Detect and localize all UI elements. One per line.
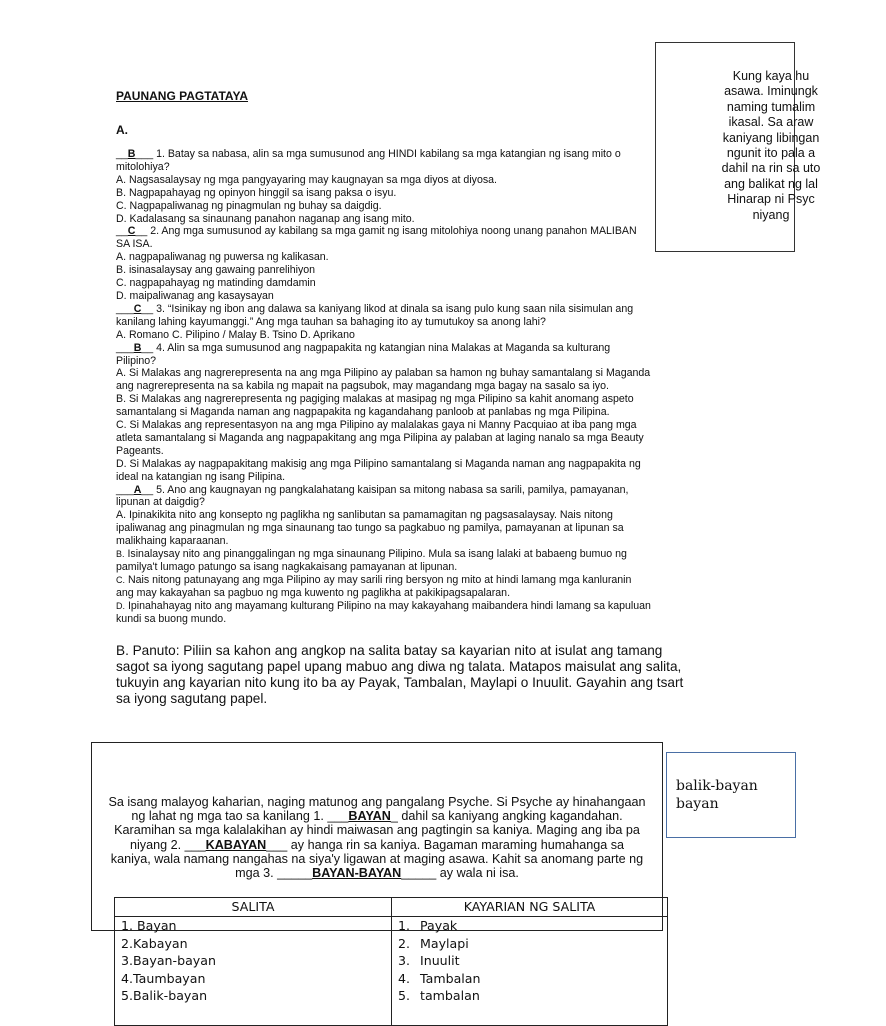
option: Pageants. [116,444,164,457]
answer-3: C [133,302,142,315]
blank-1: BAYAN [348,809,391,824]
option: ipaliwanag ang pinagmulan ng mga sinaunang tao tungo sa pagkabuo ng pamilya, pamayanan at lipunan sa [116,522,624,535]
option: C. Nagpapaliwanag ng pinagmulan ng buhay sa daigdig. [116,199,382,212]
kayarian-item: 5. tambalan [398,988,480,1004]
side-line: dahil na rin sa uto [721,161,821,176]
answer-5: A [133,483,142,496]
option: D. Kadalasang sa sinaunang panahon naganap ang isang mito. [116,212,415,225]
part-a-label: A. [116,123,128,137]
word-choice-box [666,752,796,838]
column-header-salita: SALITA [115,898,392,917]
salita-item: 2.Kabayan [121,935,188,951]
instruction-line: B. Panuto: Piliin sa kahon ang angkop na salita batay sa kayarian nito at isulat ang tamang [116,643,663,658]
option: ang may kakayahan sa pagbuo ng mga kuwento ng paglikha at pakikipagsapalaran. [116,586,511,599]
story-line: kaniya, wala namang nangahas na siya'y ligawan at maging asawa. Kahit sa anomang parte ng [110,851,644,866]
story-line: ng lahat ng mga tao sa kanilang 1. ___BAYAN_ dahil sa kaniyang angking kagandahan. [131,809,623,824]
option: ideal na katangian ng isang Pilipina. [116,470,286,483]
side-line: kaniyang libingan [722,130,820,145]
side-text-box [655,42,821,252]
story-line: mga 3. _____BAYAN-BAYAN_____ ay wala ni isa. [235,866,519,881]
part-b-instructions [116,643,684,707]
story-line: Karamihan sa mga kalalakihan ay hindi maiwasan ang pagtingin sa kaniya. Maging ang iba pa [114,823,640,838]
side-line: ang balikat ng lal [724,176,818,191]
side-text [656,69,886,223]
option: pamilya't lumago patungo sa isang nagkakaisang pamayanan at lipunan. [116,561,458,573]
side-line: asawa. Iminungk [724,84,818,99]
option: samantalang si Maganda naman ang nagpapakita ng kagandahang panloob at panlabas ng mga Pilipina. [116,406,610,419]
question-3-cont: kanilang lahing kayumanggi.” Ang mga tauhan sa bahaging ito ay tumutukoy sa anong lahi? [116,315,546,328]
column-header-kayarian: KAYARIAN NG SALITA [392,898,668,917]
blank-2: KABAYAN [205,837,267,852]
word-choice: balik-bayan [676,778,758,794]
story-paragraph [96,795,658,880]
kayarian-cell [392,917,668,1026]
salita-cell [115,917,392,1026]
option: D. Ipinahahayag nito ang mayamang kulturang Pilipino na may kakayahang maibandera hindi lamang sa kapuluan [116,599,651,612]
option: B. isinasalaysay ang gawaing panrelihiyon [116,264,316,277]
answer-table [114,897,668,1026]
question-3: ___C__ 3. “Isinikay ng ibon ang dalawa sa kaniyang likod at dinala sa isang pulo kung saan nila sisimulan ang [116,302,634,315]
question-1: __B___ 1. Batay sa nabasa, alin sa mga sumusunod ang HINDI kabilang sa mga katangian ng isang mito o [116,148,621,160]
side-line: naming tumalim [726,99,816,114]
option: A. Si Malakas ang nagrerepresenta na ang mga Pilipino ay palaban sa hamon ng buhay samantalang si Maganda [116,367,651,380]
instruction-line: tukuyin ang kayarian nito kung ito ba ay Payak, Tambalan, Maylapi o Inuulit. Gayahin ang tsart [116,675,684,690]
instruction-line: sagot sa iyong sagutang papel upang mabuo ang diwa ng talata. Matapos maisulat ang salita, [116,659,682,674]
kayarian-item: 4. Tambalan [398,970,481,986]
option: B. Isinalaysay nito ang pinanggalingan ng mga sinaunang Pilipino. Mula sa isang lalaki at babaeng bumuo ng [116,548,627,561]
kayarian-item: 2. Maylapi [398,935,469,951]
salita-item: 5.Balik-bayan [121,988,208,1004]
option: C. Nais nitong patunayang ang mga Pilipino ay may sarili ring bersyon ng mito at hindi lamang mga kanluranin [116,573,632,586]
option: ang nagrerepresenta na sa kabila ng mapait na pagsubok, may magandang mga bagay na sasalo sa iyo. [116,380,609,393]
question-5-cont: lipunan at daigdig? [116,496,205,509]
side-line: ikasal. Sa araw [728,115,814,130]
question-2: __C__ 2. Ang mga sumusunod ay kabilang sa mga gamit ng isang mitolohiya noong unang panahon MALIBAN [116,225,637,238]
option: D. maipaliwanag ang kasaysayan [116,289,274,302]
salita-item: 3.Bayan-bayan [121,953,216,969]
question-4-cont: Pilipino? [116,354,157,367]
side-line: ngunit ito pala a [726,146,816,161]
salita-item: 4.Taumbayan [121,970,206,986]
side-line: niyang [752,207,790,222]
question-2-cont: SA ISA. [116,238,153,251]
option: malikhaing kaparaanan. [116,535,229,548]
side-line: Kung kaya hu [732,69,810,83]
option: A. Ipinakikita nito ang konsepto ng paglikha ng sanlibutan sa pamamagitan ng pagsasalaysay. Nais nitong [116,509,613,522]
kayarian-item: 1. Payak [398,918,458,933]
side-line: Hinarap ni Psyc [727,192,815,207]
blank-3: BAYAN-BAYAN [312,866,402,881]
page-title: PAUNANG PAGTATAYA [116,89,249,103]
instruction-line: sa iyong sagutang papel. [116,691,268,706]
story-line: Sa isang malayog kaharian, naging matunog ang pangalang Psyche. Si Psyche ay hinahangaan [108,795,646,809]
option: A. Romano C. Pilipino / Malay B. Tsino D. Aprikano [116,328,355,341]
option: A. nagpapaliwanag ng puwersa ng kalikasan. [116,251,329,264]
question-4: ___B__ 4. Alin sa mga sumusunod ang nagpapakita ng katangian nina Malakas at Maganda sa kulturang [116,341,611,354]
option: kundi sa buong mundo. [116,612,227,625]
option: C. nagpapahayag ng matinding damdamin [116,277,316,290]
answer-1: B [127,148,136,160]
kayarian-item: 3. Inuulit [398,953,460,969]
question-5: ___A__ 5. Ano ang kaugnayan ng pangkalahatang kaisipan sa mitong nabasa sa sarili, pamilya, pamayanan, [116,483,629,496]
story-line: niyang 2. ___KABAYAN___ ay hanga rin sa kaniya. Bagaman maraming humahanga sa [129,837,625,852]
answer-4: B [133,341,142,354]
option: A. Nagsasalaysay ng mga pangyayaring may kaugnayan sa mga diyos at diyosa. [116,173,498,186]
question-1-cont: mitolohiya? [116,160,170,173]
answer-2: C [127,225,136,238]
option: B. Si Malakas ang nagrerepresenta ng pagiging malakas at masipag ng mga Pilipino sa kahit anomang aspeto [116,393,634,406]
option: B. Nagpapahayag ng opinyon hinggil sa isang paksa o isyu. [116,186,397,199]
option: C. Si Malakas ang representasyon na ang mga Pilipino ay malalakas gaya ni Manny Pacquiao at iba pang mga [116,419,637,432]
option: atleta samantalang si Maganda ang nagpapakitang ang mga Pilipina ay palaban at laging nanalo sa mga Beauty [116,431,644,444]
option: D. Si Malakas ay nagpapakitang makisig ang mga Pilipino samantalang si Maganda naman ang nagpapakita ng [116,457,641,470]
question-list [116,148,656,626]
word-choice: bayan [676,796,719,812]
salita-item: 1. Bayan [121,918,177,933]
